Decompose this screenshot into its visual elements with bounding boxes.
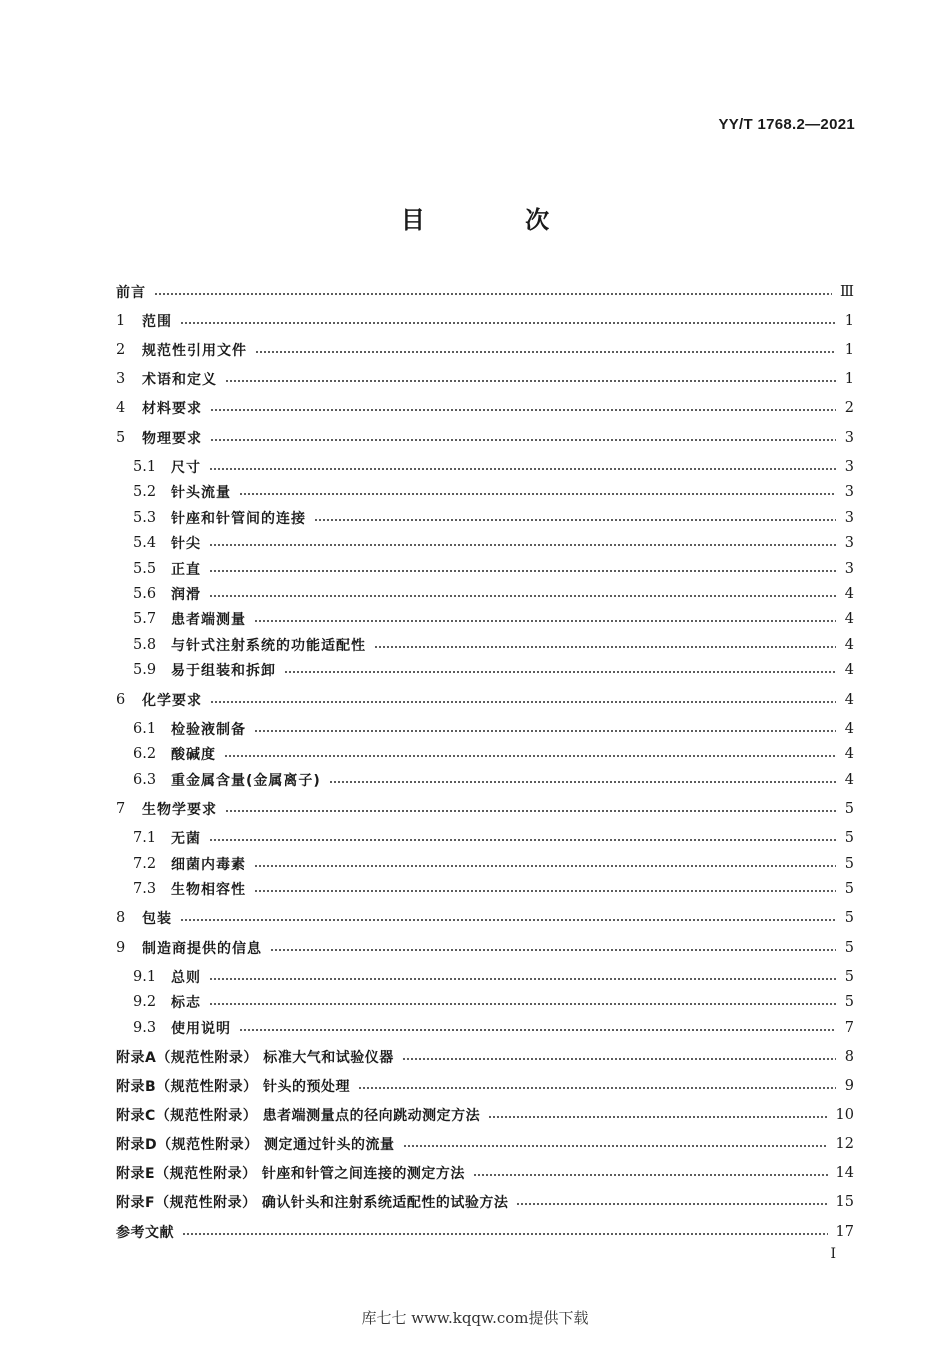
toc-entry[interactable]	[116, 964, 854, 990]
toc-entry[interactable]	[116, 716, 854, 742]
toc-entry[interactable]	[116, 530, 854, 556]
toc-entry-label: 针座和针管间的连接	[171, 511, 306, 527]
toc-entry[interactable]	[116, 1160, 854, 1186]
toc-entry-label: 附录D（规范性附录） 测定通过针头的流量	[116, 1137, 395, 1153]
toc-entry-number: 6.2	[133, 746, 157, 762]
toc-entry-page: 15	[835, 1194, 854, 1210]
toc-entry-page: 5	[844, 969, 854, 985]
toc-leader-dots	[224, 755, 836, 757]
toc-entry-label: 标志	[171, 995, 201, 1011]
toc-entry[interactable]	[116, 366, 854, 392]
toc-entry-page: 5	[844, 830, 854, 846]
toc-leader-dots	[254, 620, 836, 622]
toc-leader-dots	[210, 701, 836, 703]
toc-entry[interactable]	[116, 1015, 854, 1041]
toc-entry-page: 5	[844, 881, 854, 897]
toc-entry-label: 患者端测量	[171, 612, 246, 628]
toc-entry[interactable]	[116, 1219, 854, 1245]
toc-entry-number: 7.2	[133, 856, 157, 872]
toc-entry-label: 正直	[171, 562, 201, 578]
watermark-footer: 库七七 www.kqqw.com提供下载	[361, 1309, 589, 1327]
toc-leader-dots	[182, 1233, 828, 1235]
toc-entry[interactable]	[116, 905, 854, 931]
toc-entry-page: 4	[844, 721, 854, 737]
toc-entry-page: 3	[844, 459, 854, 475]
toc-entry[interactable]	[116, 851, 854, 877]
toc-entry-number: 5.9	[133, 662, 157, 678]
toc-entry-page: Ⅲ	[840, 284, 854, 300]
toc-entry-page: 4	[844, 586, 854, 602]
toc-entry-number: 5.8	[133, 637, 157, 653]
toc-entry-number: 5.3	[133, 510, 157, 526]
toc-entry[interactable]	[116, 1131, 854, 1157]
toc-entry-label: 易于组装和拆卸	[171, 663, 276, 679]
toc-leader-dots	[403, 1145, 828, 1147]
toc-title: 目 次	[400, 206, 596, 234]
toc-leader-dots	[284, 671, 836, 673]
toc-entry-number: 5.2	[133, 484, 157, 500]
toc-entry-label: 化学要求	[142, 693, 202, 709]
toc-leader-dots	[209, 570, 836, 572]
toc-entry[interactable]	[116, 825, 854, 851]
toc-entry[interactable]	[116, 1189, 854, 1215]
toc-leader-dots	[270, 949, 836, 951]
toc-entry-page: 5	[844, 940, 854, 956]
toc-entry-number: 7.1	[133, 830, 157, 846]
toc-entry-page: 5	[844, 910, 854, 926]
toc-entry-page: 2	[844, 400, 854, 416]
toc-entry[interactable]	[116, 657, 854, 683]
toc-leader-dots	[209, 595, 836, 597]
toc-leader-dots	[180, 322, 836, 324]
toc-entry-page: 5	[844, 801, 854, 817]
toc-entry[interactable]	[116, 632, 854, 658]
toc-entry-label: 润滑	[171, 587, 201, 603]
toc-entry-label: 总则	[171, 970, 201, 986]
toc-leader-dots	[402, 1058, 836, 1060]
toc-entry-number: 5.4	[133, 535, 157, 551]
toc-leader-dots	[358, 1087, 836, 1089]
toc-leader-dots	[329, 781, 836, 783]
toc-leader-dots	[210, 439, 836, 441]
toc-entry-page: 9	[844, 1078, 854, 1094]
toc-entry-page: 3	[844, 484, 854, 500]
toc-leader-dots	[209, 978, 836, 980]
toc-entry-number: 9.1	[133, 969, 157, 985]
toc-entry-label: 细菌内毒素	[171, 857, 246, 873]
toc-entry[interactable]	[116, 767, 854, 793]
toc-leader-dots	[180, 919, 836, 921]
toc-entry[interactable]	[116, 454, 854, 480]
toc-entry-page: 4	[844, 611, 854, 627]
toc-leader-dots	[314, 519, 836, 521]
toc-entry-number: 7	[116, 801, 126, 817]
toc-entry[interactable]	[116, 308, 854, 334]
toc-entry-label: 使用说明	[171, 1021, 231, 1037]
toc-entry[interactable]	[116, 505, 854, 531]
toc-entry-page: 1	[844, 342, 854, 358]
toc-leader-dots	[473, 1174, 828, 1176]
toc-entry-number: 5	[116, 430, 126, 446]
toc-entry[interactable]	[116, 581, 854, 607]
toc-entry-label: 针头流量	[171, 485, 231, 501]
toc-leader-dots	[374, 646, 836, 648]
toc-entry[interactable]	[116, 1073, 854, 1099]
toc-entry-page: 7	[844, 1020, 854, 1036]
toc-entry-page: 10	[835, 1107, 854, 1123]
toc-entry[interactable]	[116, 556, 854, 582]
toc-entry-page: 14	[835, 1165, 854, 1181]
toc-leader-dots	[225, 810, 836, 812]
toc-entry[interactable]	[116, 279, 854, 305]
toc-leader-dots	[239, 493, 836, 495]
toc-leader-dots	[225, 380, 836, 382]
toc-leader-dots	[239, 1029, 836, 1031]
toc-entry-label: 附录F（规范性附录） 确认针头和注射系统适配性的试验方法	[116, 1195, 509, 1211]
toc-entry-label: 针尖	[171, 536, 201, 552]
toc-entry-page: 17	[835, 1224, 854, 1240]
toc-leader-dots	[209, 468, 836, 470]
toc-leader-dots	[210, 409, 836, 411]
toc-entry-page: 3	[844, 510, 854, 526]
toc-entry-label: 无菌	[171, 831, 201, 847]
toc-entry[interactable]	[116, 989, 854, 1015]
toc-entry-number: 3	[116, 371, 126, 387]
toc-entry-label: 重金属含量(金属离子)	[171, 773, 321, 789]
toc-entry-label: 酸碱度	[171, 747, 216, 763]
toc-entry-label: 物理要求	[142, 431, 202, 447]
toc-leader-dots	[254, 730, 836, 732]
toc-entry-number: 7.3	[133, 881, 157, 897]
toc-entry-page: 1	[844, 371, 854, 387]
toc-entry[interactable]	[116, 337, 854, 363]
toc-entry-number: 8	[116, 910, 126, 926]
toc-entry[interactable]	[116, 479, 854, 505]
toc-entry[interactable]	[116, 935, 854, 961]
toc-entry[interactable]	[116, 606, 854, 632]
toc-entry-page: 1	[844, 313, 854, 329]
toc-entry-label: 前言	[116, 285, 146, 301]
toc-entry-label: 尺寸	[171, 460, 201, 476]
toc-entry-label: 生物学要求	[142, 802, 217, 818]
toc-leader-dots	[254, 865, 836, 867]
toc-entry[interactable]	[116, 1102, 854, 1128]
toc-leader-dots	[209, 839, 836, 841]
toc-entry-number: 5.6	[133, 586, 157, 602]
toc-entry-page: 4	[844, 772, 854, 788]
toc-entry-label: 附录C（规范性附录） 患者端测量点的径向跳动测定方法	[116, 1108, 481, 1124]
toc-leader-dots	[209, 1003, 836, 1005]
page-number: I	[830, 1246, 836, 1262]
toc-entry-page: 5	[844, 856, 854, 872]
toc-entry-label: 制造商提供的信息	[142, 941, 262, 957]
toc-entry-page: 3	[844, 561, 854, 577]
toc-entry-label: 生物相容性	[171, 882, 246, 898]
toc-entry-label: 附录A（规范性附录） 标准大气和试验仪器	[116, 1050, 394, 1066]
toc-entry-page: 12	[835, 1136, 854, 1152]
toc-entry-number: 5.5	[133, 561, 157, 577]
toc-entry[interactable]	[116, 395, 854, 421]
toc-entry-label: 包装	[142, 911, 172, 927]
toc-entry-number: 6.1	[133, 721, 157, 737]
toc-entry-page: 5	[844, 994, 854, 1010]
toc-entry-page: 4	[844, 662, 854, 678]
toc-leader-dots	[154, 293, 832, 295]
toc-leader-dots	[516, 1203, 827, 1205]
toc-entry-number: 6	[116, 692, 126, 708]
toc-entry-number: 5.1	[133, 459, 157, 475]
toc-entry[interactable]	[116, 687, 854, 713]
toc-entry[interactable]	[116, 425, 854, 451]
toc-entry[interactable]	[116, 796, 854, 822]
toc-entry-page: 4	[844, 692, 854, 708]
toc-entry[interactable]	[116, 876, 854, 902]
toc-entry-number: 2	[116, 342, 126, 358]
toc-entry-label: 术语和定义	[142, 372, 217, 388]
toc-entry-number: 6.3	[133, 772, 157, 788]
toc-entry-label: 与针式注射系统的功能适配性	[171, 638, 366, 654]
toc-entry-page: 8	[844, 1049, 854, 1065]
toc-entry-label: 附录E（规范性附录） 针座和针管之间连接的测定方法	[116, 1166, 465, 1182]
toc-entry-number: 9	[116, 940, 126, 956]
toc-entry-number: 9.3	[133, 1020, 157, 1036]
toc-entry-number: 4	[116, 400, 126, 416]
toc-entry-number: 5.7	[133, 611, 157, 627]
standard-code: YY/T 1768.2—2021	[718, 116, 855, 133]
toc-entry-page: 4	[844, 637, 854, 653]
toc-entry-label: 材料要求	[142, 401, 202, 417]
toc-leader-dots	[254, 890, 836, 892]
toc-entry-page: 4	[844, 746, 854, 762]
toc-leader-dots	[209, 544, 836, 546]
toc-entry-label: 规范性引用文件	[142, 343, 247, 359]
toc-entry-page: 3	[844, 430, 854, 446]
toc-entry-label: 参考文献	[116, 1225, 174, 1241]
toc-leader-dots	[255, 351, 836, 353]
toc-entry-label: 附录B（规范性附录） 针头的预处理	[116, 1079, 351, 1095]
toc-entry-page: 3	[844, 535, 854, 551]
toc-entry-label: 范围	[142, 314, 172, 330]
toc-entry[interactable]	[116, 1044, 854, 1070]
toc-entry-number: 9.2	[133, 994, 157, 1010]
toc-entry-number: 1	[116, 313, 126, 329]
toc-entry[interactable]	[116, 741, 854, 767]
toc-entry-label: 检验液制备	[171, 722, 246, 738]
toc-leader-dots	[488, 1116, 827, 1118]
